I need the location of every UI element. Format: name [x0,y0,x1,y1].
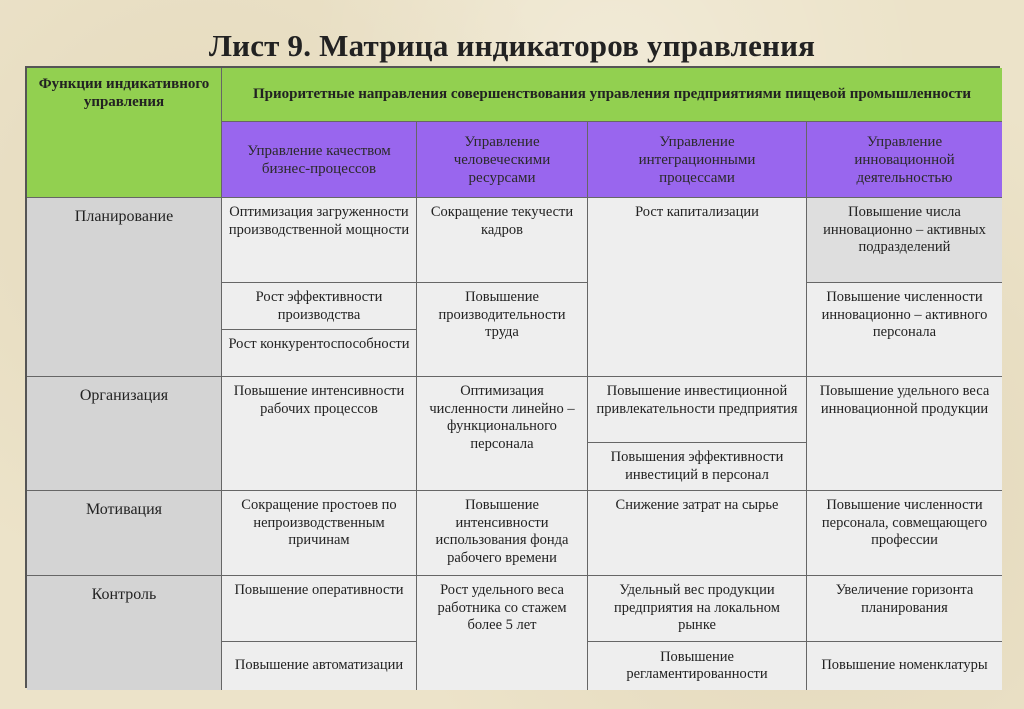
column-header-quality: Управление качеством бизнес-процессов [222,122,417,198]
table-cell: Увеличение горизонта планирования [807,576,1002,642]
table-cell: Оптимизация загруженности производственной мощности [222,198,417,283]
table-cell: Повышение производительности труда [417,283,588,377]
table-cell: Удельный вес продукции предприятия на локальном рынке [588,576,807,642]
table-cell: Повышение интенсивности рабочих процессов [222,377,417,491]
row-header-motivation: Мотивация [27,491,222,576]
header-priority [222,68,1002,122]
table-cell: Повышение регламентированности [588,642,807,690]
indicator-matrix-table [25,66,1000,688]
page-title: Лист 9. Матрица индикаторов управления [208,28,816,63]
column-header-innovation: Управление инновационной деятельностью [807,122,1002,198]
table-cell: Сокращение текучести кадров [417,198,588,283]
table-cell: Рост эффективности производства [222,283,417,330]
row-header-organization: Организация [27,377,222,491]
table-cell: Повышение численности персонала, совмещающего профессии [807,491,1002,576]
table-cell: Повышения эффективности инвестиций в персонал [588,443,807,491]
table-cell: Повышение удельного веса инновационной продукции [807,377,1002,491]
row-header-control: Контроль [27,576,222,690]
header-functions [27,68,222,198]
table-cell: Повышение оперативности [222,576,417,642]
header-priority-text: Приоритетные направления совершенствования управления предприятиями пищевой промышленности [252,85,972,102]
table-cell: Снижение затрат на сырье [588,491,807,576]
column-header-hr: Управление человеческими ресурсами [417,122,588,198]
table-cell: Оптимизация численности линейно – функционального персонала [417,377,588,491]
table-cell: Рост удельного веса работника со стажем более 5 лет [417,576,588,690]
table-cell: Повышение числа инновационно – активных подразделений [807,198,1002,283]
table-cell: Рост капитализации [588,198,807,377]
table-cell: Сокращение простоев по непроизводственным причинам [222,491,417,576]
table-cell: Повышение численности инновационно – активного персонала [807,283,1002,377]
table-cell: Повышение инвестиционной привлекательности предприятия [588,377,807,443]
table-cell: Повышение интенсивности использования фонда рабочего времени [417,491,588,576]
header-functions-text: Функции индикативного управления [38,76,210,110]
table-cell: Повышение номенклатуры [807,642,1002,690]
column-header-integration: Управление интеграционными процессами [588,122,807,198]
row-header-planning: Планирование [27,198,222,377]
table-cell: Повышение автоматизации [222,642,417,690]
table-cell: Рост конкурентоспособности [222,330,417,377]
